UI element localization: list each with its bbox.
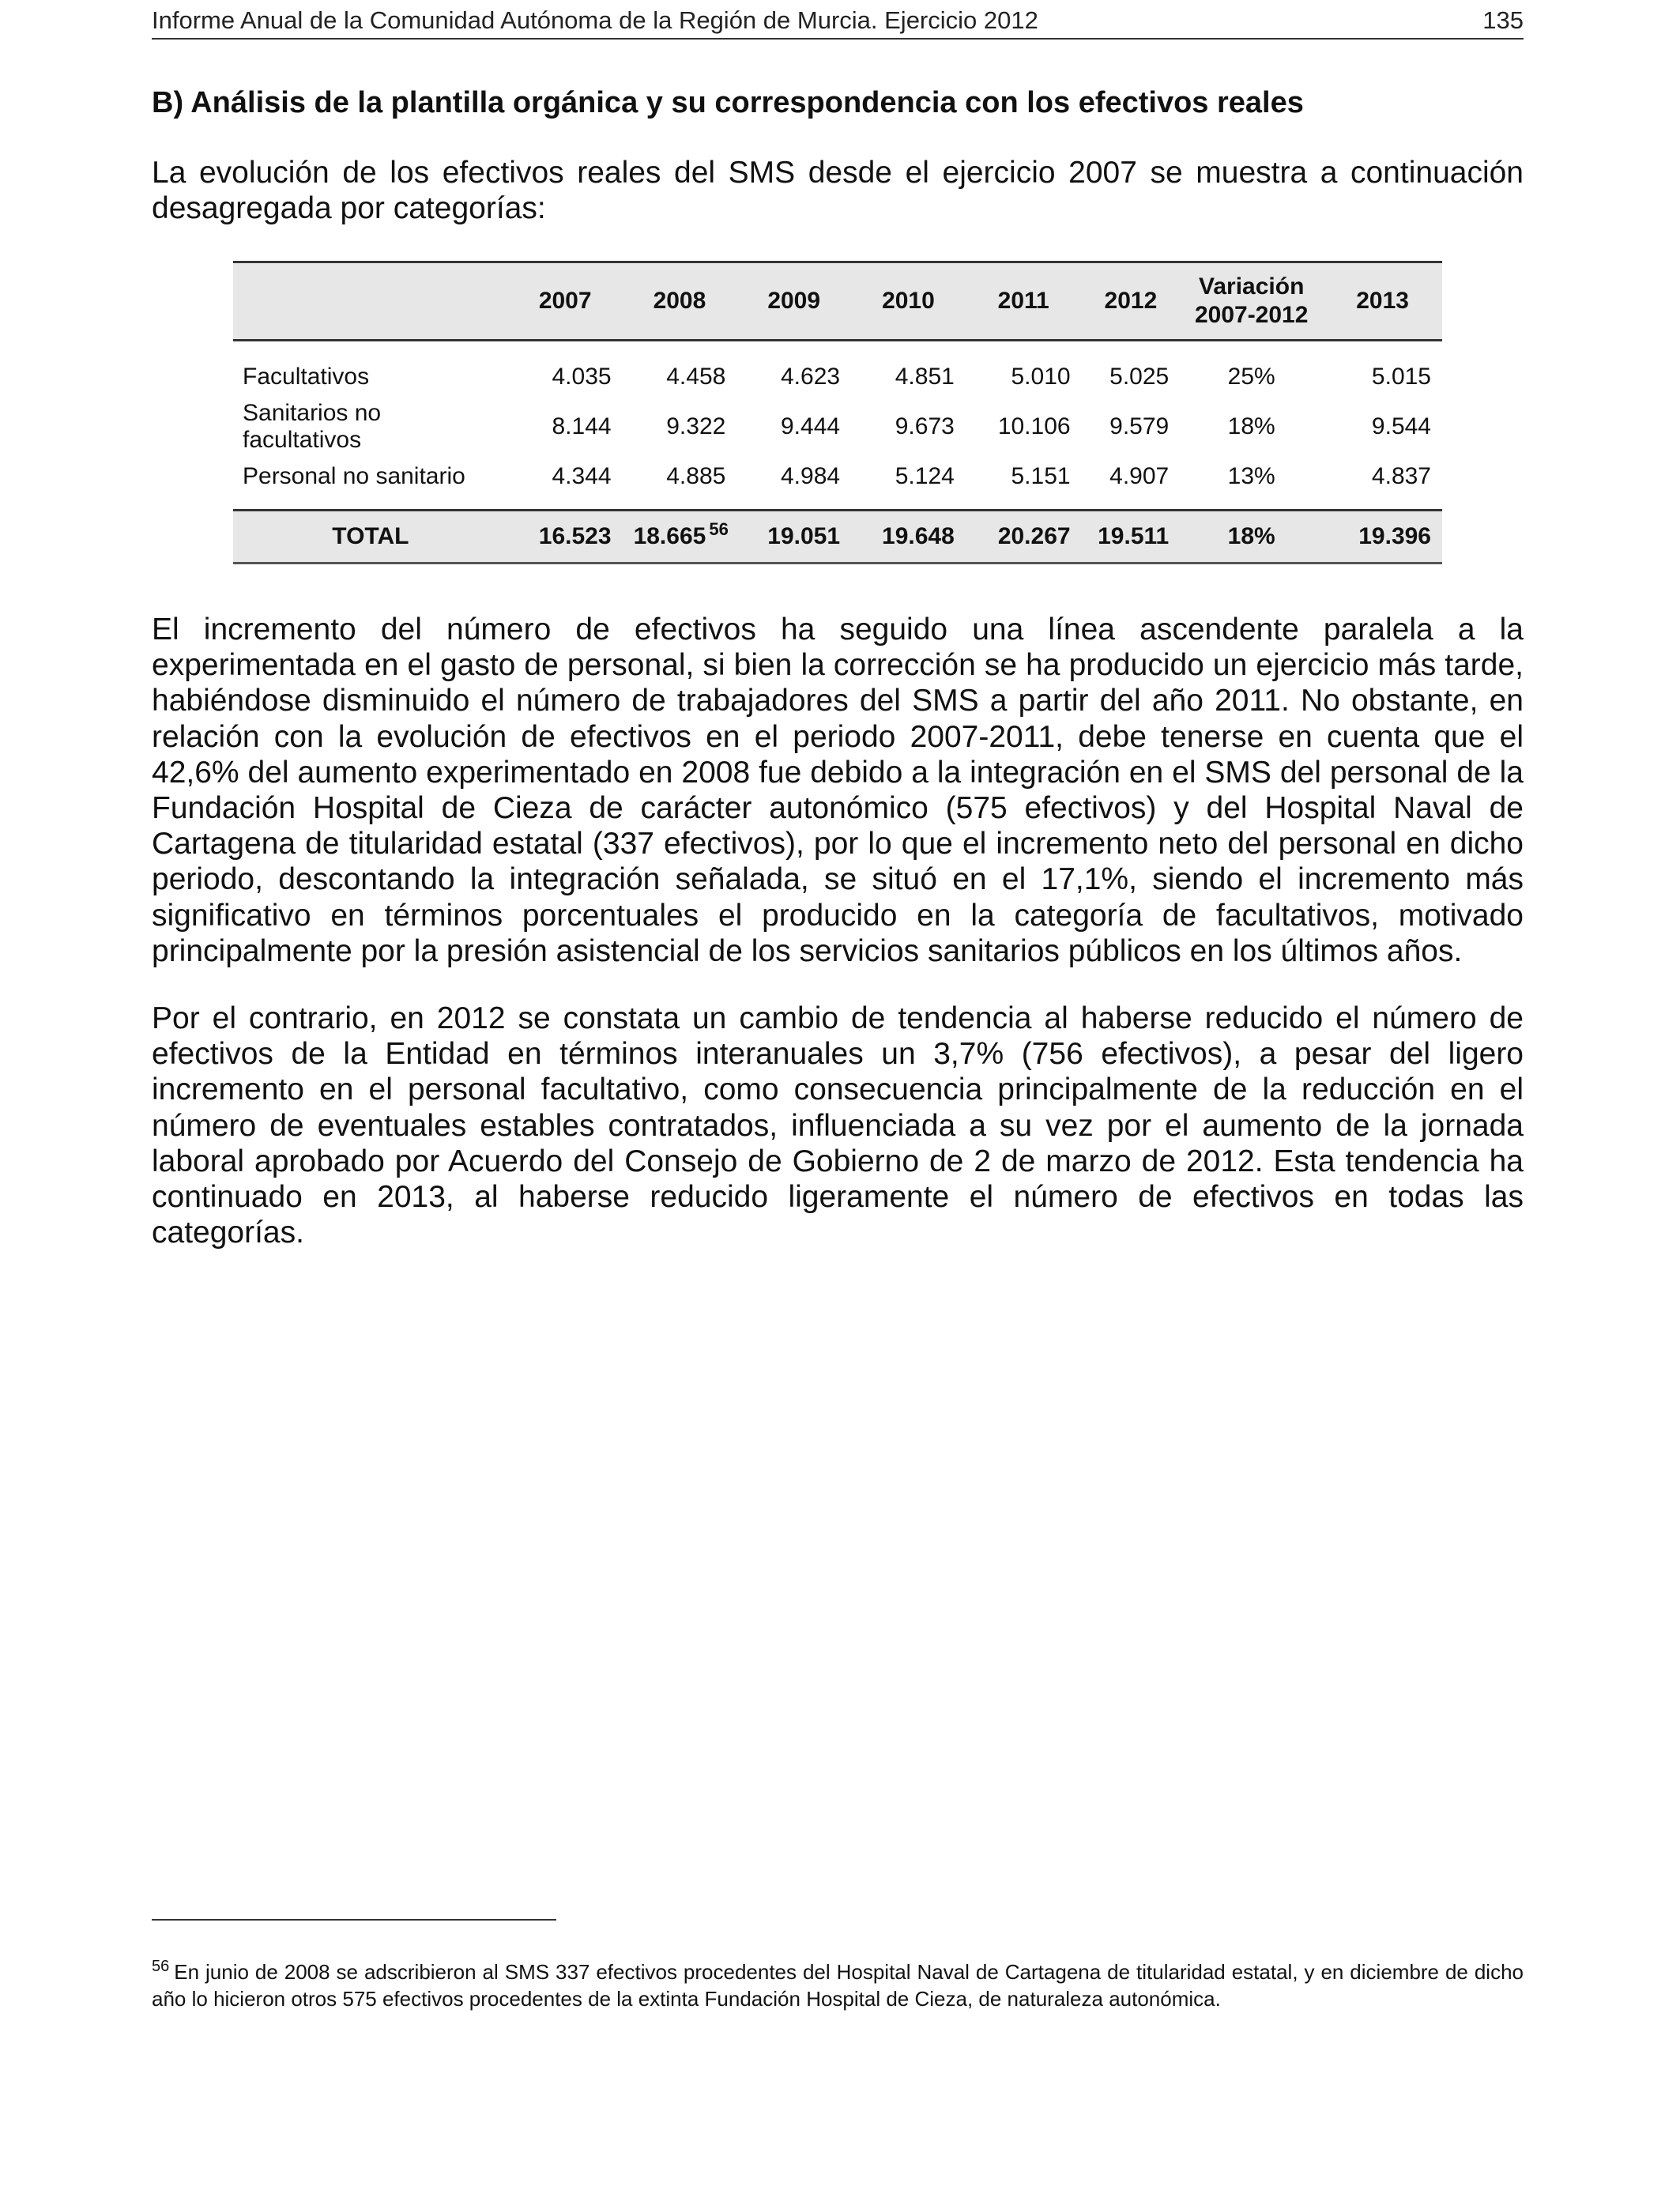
total-2010: 19.648	[851, 511, 966, 564]
cell-2009: 9.444	[780, 413, 841, 439]
header-cell-2011: 2011	[966, 262, 1082, 341]
total-2012: 19.511	[1082, 511, 1181, 564]
cell-2008: 4.458	[666, 364, 726, 390]
total-label: TOTAL	[233, 511, 508, 564]
header-cell-variation	[1180, 262, 1323, 341]
footnote-separator	[152, 1919, 556, 1921]
row-category: Sanitarios no facultativos	[243, 400, 382, 453]
header-cell-2007: 2007	[508, 262, 623, 341]
cell-2013: 5.015	[1371, 364, 1431, 390]
footnote-text: En junio de 2008 se adscribieron al SMS 337 efectivos procedentes del Hospital Naval de Cartagena de titularidad estatal, y en diciembre de dicho año lo hicieron otros 575 efectivos procedentes de la extinta Fundación Hospital de Cieza, de naturaleza autonómica.	[152, 1960, 1524, 2011]
cell-2007: 4.035	[552, 364, 612, 390]
cell-2007: 8.144	[552, 413, 612, 439]
header-variation-line2: 2007-2012	[1194, 302, 1309, 328]
cell-2011: 10.106	[997, 413, 1071, 439]
total-2011: 20.267	[966, 511, 1082, 564]
cell-2012: 5.025	[1109, 364, 1170, 390]
cell-2009: 4.984	[780, 463, 841, 489]
cell-variation: 25%	[1227, 364, 1275, 390]
page-header	[152, 6, 1524, 40]
cell-2013: 9.544	[1371, 413, 1431, 439]
row-category: Facultativos	[243, 364, 370, 390]
staff-evolution-table	[233, 261, 1442, 564]
page-number: 135	[1482, 6, 1524, 34]
header-cell-2013: 2013	[1323, 262, 1442, 341]
table-row	[233, 400, 1442, 454]
header-cell-2012: 2012	[1082, 262, 1181, 341]
row-category: Personal no sanitario	[243, 463, 465, 489]
cell-2010: 9.673	[895, 413, 955, 439]
total-2009: 19.051	[736, 511, 851, 564]
header-cell-2009: 2009	[736, 262, 851, 341]
report-title: Informe Anual de la Comunidad Autónoma de la Región de Murcia. Ejercicio 2012	[152, 6, 1038, 34]
footnote-reference[interactable]: 56	[709, 519, 729, 539]
body-paragraph-1: El incremento del número de efectivos ha seguido una línea ascendente paralela a la experimentada en el gasto de personal, si bien la corrección se ha producido un ejercicio más tarde, habiéndose disminuido el número de trabajadores del SMS a partir del año 2011. No obstante, en relación con la evolución de efectivos en el periodo 2007-2011, debe tenerse en cuenta que el 42,6% del aumento experimentado en 2008 fue debido a la integración en el SMS del personal de la Fundación Hospital de Cieza de carácter autonómico (575 efectivos) y del Hospital Naval de Cartagena de titularidad estatal (337 efectivos), por lo que el incremento neto del personal en dicho periodo, descontando la integración señalada, se situó en el 17,1%, siendo el incremento más significativo en términos porcentuales el producido en la categoría de facultativos, motivado principalmente por la presión asistencial de los servicios sanitarios públicos en los últimos años.	[152, 613, 1524, 968]
total-2013: 19.396	[1323, 511, 1442, 564]
total-2008-cell	[623, 511, 737, 564]
section-title: B) Análisis de la plantilla orgánica y su correspondencia con los efectivos reales	[152, 86, 1304, 119]
body-paragraph-2: Por el contrario, en 2012 se constata un cambio de tendencia al haberse reducido el número de efectivos de la Entidad en términos interanuales un 3,7% (756 efectivos), a pesar del ligero incremento en el personal facultativo, como consecuencia principalmente de la reducción en el número de eventuales estables contratados, influenciada a su vez por el aumento de la jornada laboral aprobado por Acuerdo del Consejo de Gobierno de 2 de marzo de 2012. Esta tendencia ha continuado en 2013, al haberse reducido ligeramente el número de efectivos en todas las categorías.	[152, 1001, 1524, 1250]
table-total-row	[233, 511, 1442, 564]
footnote	[152, 1958, 1524, 2012]
table-header-row	[233, 262, 1442, 341]
cell-variation: 13%	[1227, 463, 1275, 489]
cell-2011: 5.010	[1011, 364, 1071, 390]
cell-2007: 4.344	[552, 463, 612, 489]
table-row	[233, 454, 1442, 511]
cell-2012: 4.907	[1109, 463, 1170, 489]
cell-2010: 4.851	[895, 364, 955, 390]
header-cell-category	[233, 262, 508, 341]
total-2007: 16.523	[508, 511, 623, 564]
cell-variation: 18%	[1227, 413, 1275, 439]
header-cell-2010: 2010	[851, 262, 966, 341]
cell-2012: 9.579	[1109, 413, 1170, 439]
footnote-number: 56	[152, 1958, 170, 1975]
total-variation: 18%	[1180, 511, 1323, 564]
cell-2013: 4.837	[1371, 463, 1431, 489]
cell-2008: 4.885	[666, 463, 726, 489]
header-cell-2008: 2008	[623, 262, 737, 341]
cell-2008: 9.322	[666, 413, 726, 439]
table-row	[233, 341, 1442, 401]
header-variation-line1: Variación	[1198, 273, 1305, 300]
cell-2009: 4.623	[780, 364, 841, 390]
cell-2010: 5.124	[895, 463, 955, 489]
intro-paragraph: La evolución de los efectivos reales del SMS desde el ejercicio 2007 se muestra a continuación desagregada por categorías:	[152, 156, 1524, 226]
cell-2011: 5.151	[1011, 463, 1071, 489]
total-2008: 18.665	[633, 523, 706, 549]
